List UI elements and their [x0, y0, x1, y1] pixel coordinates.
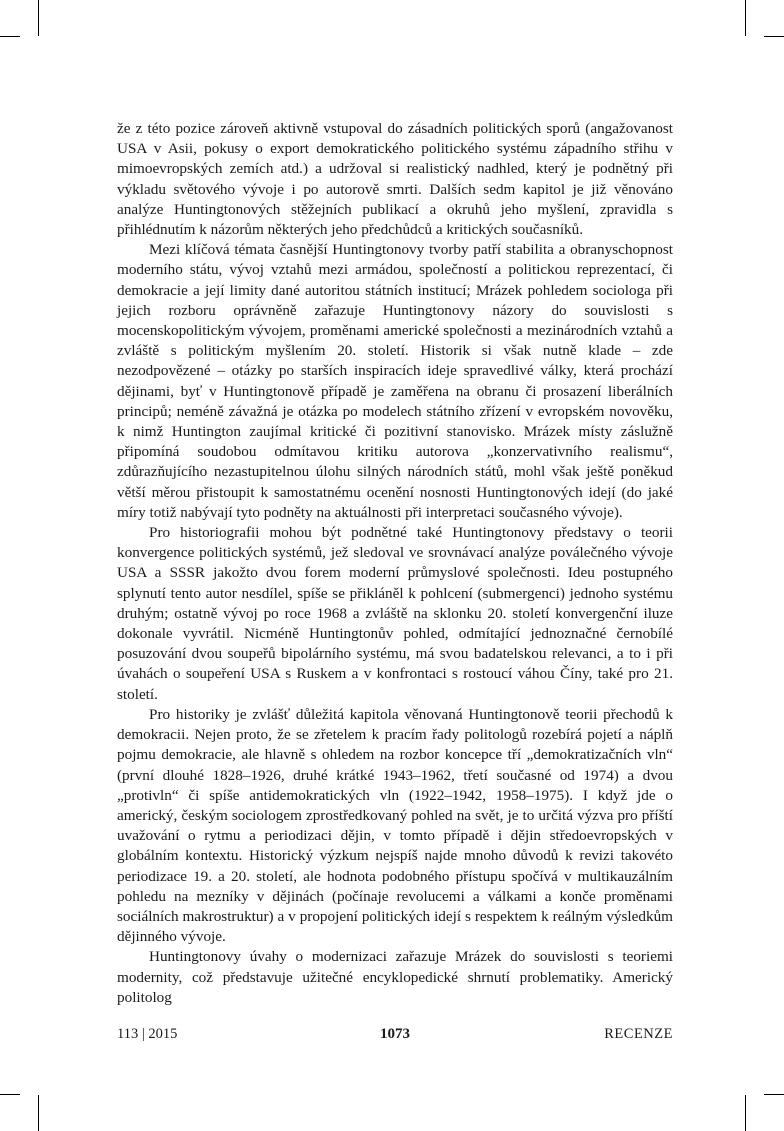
section-label: RECENZE — [604, 1026, 673, 1042]
paragraph-continued: že z této pozice zároveň aktivně vstupoval do zásadních politických sporů (angažovanost USA v Asii, pokusy o export demokratického politického systému západního střihu v mimoevropských zemích atd.) a udržoval si realistický nadhled, který je podnětný při výkladu světového vývoje i po autorově smrti. Dalších sedm kapitol je již věnováno analýze Huntingtonových stěžejních publikací a okruhů jeho myšlení, zpravidla s přihlédnutím k názorům některých jeho předchůdců a kritických současníků. — [117, 120, 673, 239]
crop-mark — [0, 1094, 20, 1095]
crop-mark — [745, 0, 746, 36]
crop-mark — [745, 1095, 746, 1131]
page-footer — [117, 1026, 673, 1046]
paragraph: Mezi klíčová témata časnější Huntingtonovy tvorby patří stabilita a obranyschopnost moderního státu, vývoj vztahů mezi armádou, společností a politickou reprezentací, či demokracie a její limity dané autoritou státních institucí; Mrázek pohledem sociologa při jejich rozboru oprávněně zařazuje Huntingtonovy názory do souvislosti s mocenskopolitickým vývojem, proměnami americké společnosti a mezinárodních vztahů a zvláště s politickým myšlením 20. století. Historik si však nutně klade – zde nezodpovězené – otázky po starších inspiracích ideje spravedlivé války, která prochází dějinami, byť v Huntingtonově případě je zaměřena na obranu či prosazení liberálních principů; neméně závažná je otázka po modelech státního zřízení v evropském novověku, k nimž Huntington zaujímal kritické či pozitivní stanovisko. Mrázek místy záslužně připomíná soudobou odmítavou kritiku autorova „konzervativního realismu“, zdůrazňujícího nezastupitelnou úlohu silných národních států, mohl však ještě poněkud větší měrou přistoupit k samostatnému ocenění nosnosti Huntingtonových idejí (do jaké míry totiž nabývají tyto podněty na aktuálnosti při interpretaci současného vývoje). — [117, 241, 673, 521]
journal-volume: 113 | 2015 — [117, 1026, 178, 1042]
crop-mark — [0, 36, 20, 37]
paragraph: Pro historiografii mohou být podnětné také Huntingtonovy představy o teorii konvergence politických systémů, jež sledoval ve srovnávací analýze poválečného vývoje USA a SSSR jakožto dvou forem moderní průmyslové společnosti. Ideu postupného splynutí tento autor nesdílel, spíše se přikláněl k pohlcení (submergenci) jednoho systému druhým; ostatně vývoj po roce 1968 a zvláště na sklonku 20. století konvergenční iluze dokonale vyvrátil. Nicméně Huntingtonův pohled, odmítající jednoznačné černobílé posuzování dvou soupeřů bipolárního systému, má svou badatelskou relevanci, a to i při úvahách o soupeření USA s Ruskem a v konfrontaci s rostoucí váhou Číny, také pro 21. století. — [117, 524, 673, 703]
crop-mark — [38, 1095, 39, 1131]
paragraph: Pro historiky je zvlášť důležitá kapitola věnovaná Huntingtonově teorii přechodů k demokracii. Nejen proto, že se zřetelem k pracím řady politologů rozebírá pojetí a náplň pojmu demokracie, ale hlavně s ohledem na rozbor koncepce tří „demokratizačních vln“ (první dlouhé 1828–1926, druhé krátké 1943–1962, třetí současné od 1974) a dvou „protivln“ či spíše antidemokratických vln (1922–1942, 1958–1975). I když jde o americký, českým sociologem zprostředkovaný pohled na svět, je to určitá výzva pro příští uvažování o rytmu a periodizaci dějin, v tomto případě i dějin středoevropských v globálním kontextu. Historický výzkum nejspíš najde mnoho důvodů k revizi takovéto periodizace 19. a 20. století, ale hodnota podobného přístupu spočívá v multikauzálním pohledu na mezníky v dějinách (počínaje revolucemi a válkami a konče proměnami sociálních makrostruktur) a v propojení politických idejí s respektem k reálným výsledkům dějinného vývoje. — [117, 705, 673, 946]
crop-mark — [38, 0, 39, 36]
page-body — [117, 119, 673, 1008]
crop-mark — [764, 1094, 784, 1095]
paragraph: Huntingtonovy úvahy o modernizaci zařazuje Mrázek do souvislosti s teoriemi modernity, což představuje užitečné encyklopedické shrnutí problematiky. Americký politolog — [117, 948, 673, 1006]
page-number: 1073 — [380, 1026, 410, 1042]
crop-mark — [764, 36, 784, 37]
